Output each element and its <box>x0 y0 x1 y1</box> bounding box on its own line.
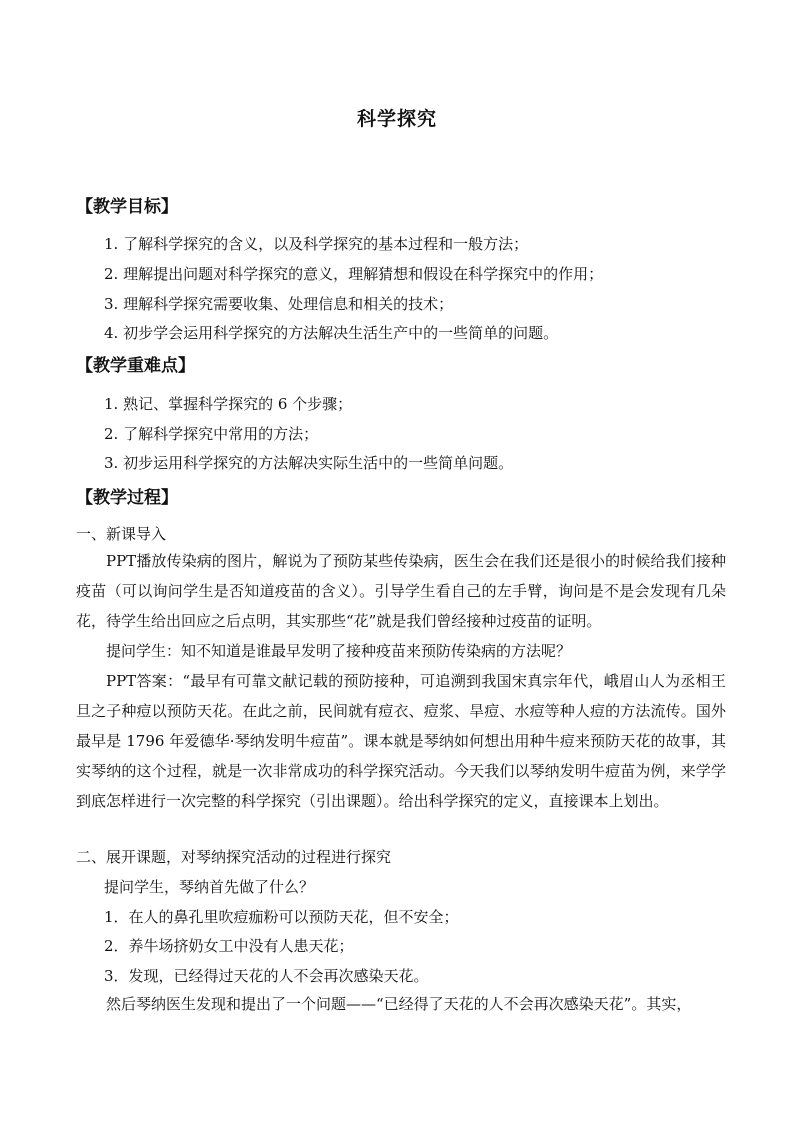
process-heading: 【教学过程】 <box>76 488 178 508</box>
question-line: 提问学生，琴纳首先做了什么？ <box>104 878 315 896</box>
list-item: 2．养牛场挤奶女工中没有人患天花； <box>104 937 354 955</box>
key-point-item: 2. 了解科学探究中常用的方法； <box>104 425 319 443</box>
section-title: 二、展开课题，对琴纳探究活动的过程进行探究 <box>76 848 392 866</box>
list-item: 1．在人的鼻孔里吹痘痂粉可以预防天花，但不安全； <box>104 908 459 926</box>
question-paragraph: 提问学生：知不知道是谁最早发明了接种疫苗来预防传染病的方法呢？ <box>106 642 572 660</box>
objective-item: 2. 理解提出问题对科学探究的意义，理解猜想和假设在科学探究中的作用； <box>104 265 604 283</box>
intro-paragraph: PPT播放传染病的图片，解说为了预防某些传染病，医生会在我们还是很小的时候给我们接种疫苗（可以询问学生是否知道疫苗的含义）。引导学生看自己的左手臂，询问是不是会发现有几朵花，待学生给出回应之后点明，其实那些“花”就是我们曾经接种过疫苗的证明。 <box>76 552 726 630</box>
objective-item: 4. 初步学会运用科学探究的方法解决生活生产中的一些简单的问题。 <box>104 324 559 342</box>
objective-item: 1. 了解科学探究的含义，以及科学探究的基本过程和一般方法； <box>104 235 529 253</box>
list-item: 3．发现，已经得过天花的人不会再次感染天花。 <box>104 967 429 985</box>
answer-paragraph: PPT答案：“最早有可靠文献记载的预防接种，可追溯到我国宋真宗年代，峨眉山人为丞相王旦之子种痘以预防天花。在此之前，民间就有痘衣、痘浆、旱痘、水痘等种人痘的方法流传。国外最早是 1796 年爱德华·琴纳发明牛痘苗”。课本就是琴纳如何想出用种牛痘来预防天花的故事，其实琴纳的这个过程，就是一次非常成功的科学探究活动。今天我们以琴纳发明牛痘苗为例，来学学到底怎样进行一次完整的科学探究（引出课题）。给出科学探究的定义，直接课本上划出。 <box>76 672 726 810</box>
key-point-item: 1. 熟记、掌握科学探究的 6 个步骤； <box>104 395 353 413</box>
objective-item: 3. 理解科学探究需要收集、处理信息和相关的技术； <box>104 295 454 313</box>
key-points-heading: 【教学重难点】 <box>76 356 195 376</box>
page-title: 科学探究 <box>356 108 437 130</box>
key-point-item: 3. 初步运用科学探究的方法解决实际生活中的一些简单问题。 <box>104 454 514 472</box>
final-paragraph: 然后琴纳医生发现和提出了一个问题——“已经得了天花的人不会再次感染天花”。其实， <box>106 995 692 1013</box>
section-title: 一、新课导入 <box>76 525 167 543</box>
objectives-heading: 【教学目标】 <box>76 197 178 217</box>
